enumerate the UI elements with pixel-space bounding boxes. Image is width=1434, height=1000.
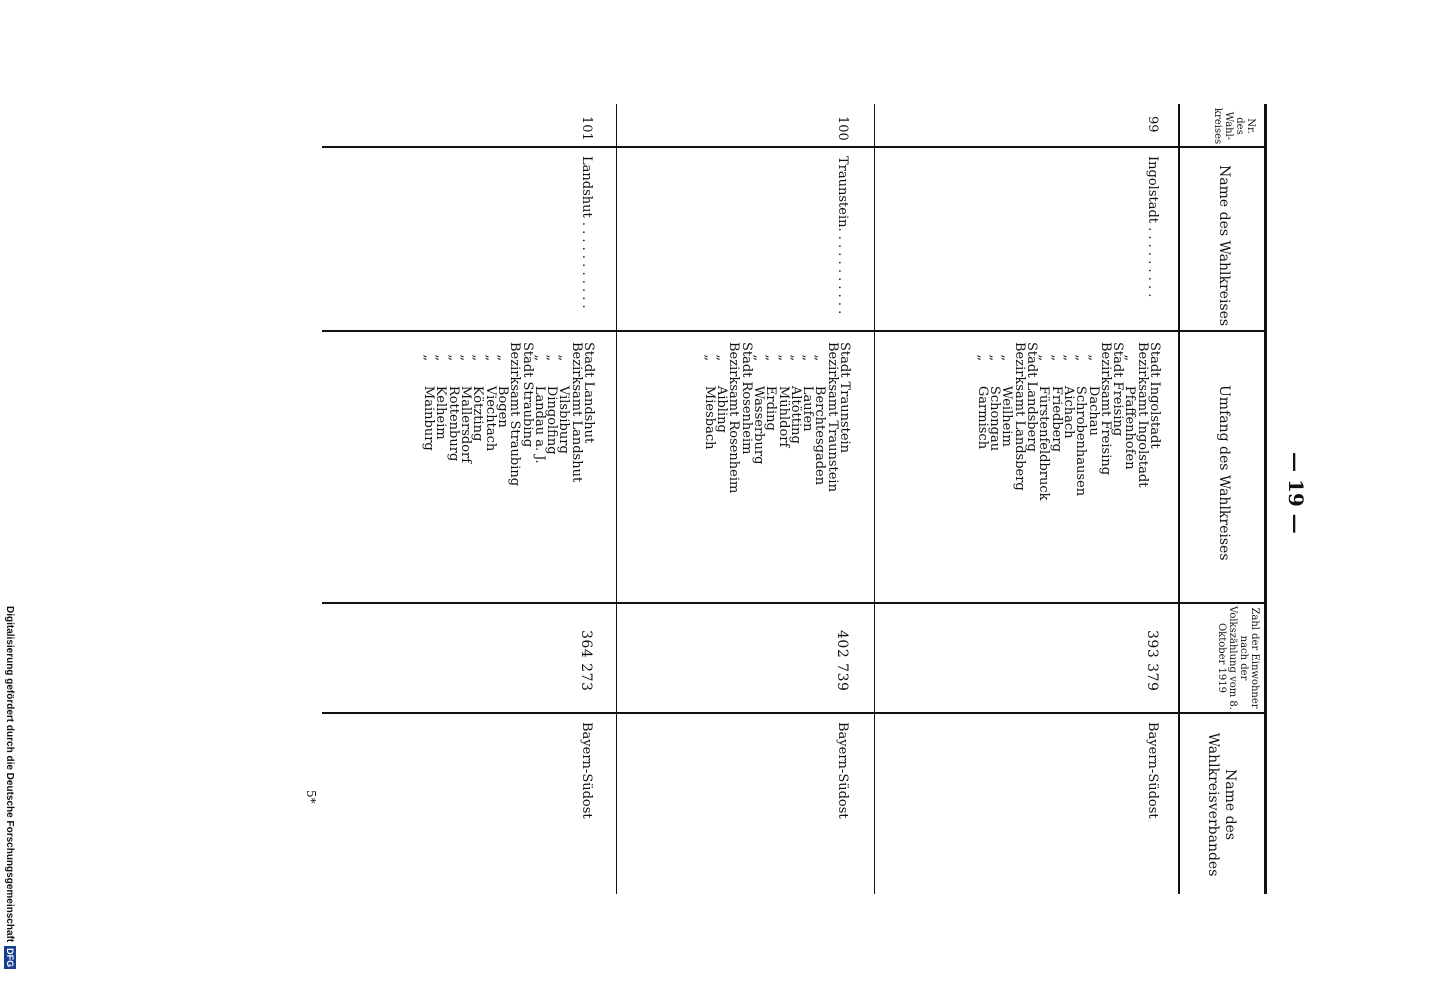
row-99-name: Ingolstadt . . . . . . . . . [1145,156,1160,298]
umfang-entry: Stadt Freising [1110,342,1126,437]
column-rule-einwohner [322,712,1266,714]
header-umfang: Umfang des Wahlkreises [1216,385,1232,561]
umfang-entry: „ Schrobenhausen [1073,342,1089,497]
umfang-entry: Bezirksamt Rosenheim [726,342,742,494]
umfang-entry: Bezirksamt Landshut [568,342,584,483]
row-divider-99-100 [874,104,875,894]
row-100-nr: 100 [835,116,850,141]
row-101-nr: 101 [579,116,594,141]
column-rule-name [322,330,1266,332]
row-101-umfang [422,342,594,486]
umfang-entry: Bezirksamt Ingolstadt [1134,342,1150,488]
umfang-entry: Bezirksamt Landsberg [1011,342,1027,491]
umfang-entry: Stadt Traunstein [837,342,852,454]
umfang-entry: Stadt Straubing [519,342,535,448]
umfang-entry: „ Pfaffenhofen [1122,342,1138,470]
umfang-entry: „ Wasserburg [750,342,766,465]
umfang-entry: Stadt Ingolstadt [1147,342,1162,449]
row-100-verband: Bayern-Südost [835,722,850,819]
umfang-entry: „ Dachau [1085,342,1101,436]
umfang-entry: „ Dingolfing [544,342,560,455]
row-101-verband: Bayern-Südost [579,722,594,819]
umfang-entry: „ Erding [763,342,779,431]
row-100-einwohner: 402 739 [834,630,850,692]
umfang-entry: Bezirksamt Traunstein [824,342,840,492]
umfang-entry: „ Rottenburg [445,342,461,462]
header-rule [1178,104,1180,894]
umfang-entry: Bezirksamt Straubing [507,342,523,487]
umfang-entry: „ Landau a. J. [531,342,547,464]
column-rule-nr [322,146,1266,148]
header-verband: Name des Wahlkreisverbandes [1205,732,1238,877]
column-rule-umfang [322,602,1266,604]
row-101-name: Landshut . . . . . . . . . . . [579,156,594,309]
row-99-einwohner: 393 379 [1144,630,1160,692]
umfang-entry: „ Kötzting [470,342,486,442]
row-101-einwohner: 364 273 [578,630,594,692]
header-einwohner: Zahl der Einwohner nach der Volkszählung vom 8. Oktober 1919 [1216,606,1260,710]
umfang-entry: „ Berchtesgaden [812,342,828,486]
umfang-entry: „ Aichach [1060,342,1076,439]
umfang-entry: „ Mainburg [421,342,437,451]
header-name: Name des Wahlkreises [1216,165,1232,327]
footer-text: Digitalisierung gefördert durch die Deutsche Forschungsgemeinschaft [4,606,15,943]
umfang-entry: Bezirksamt Freising [1097,342,1113,476]
header-nr: Nr. des Wahl- kreises [1212,108,1256,145]
umfang-entry: „ Friedberg [1048,342,1064,452]
umfang-entry: Stadt Rosenheim [738,342,754,455]
signature-mark: 5* [304,790,318,804]
dfg-logo: DFG [5,948,15,968]
umfang-entry: „ Fürstenfeldbruck [1036,342,1052,501]
digitization-footer [4,606,16,969]
umfang-entry: „ Mühldorf [775,342,791,448]
umfang-entry: „ Laufen [800,342,816,432]
umfang-entry: „ Miesbach [701,342,717,450]
row-99-umfang [976,342,1160,501]
umfang-entry: „ Altötting [787,342,803,444]
umfang-entry: „ Schongau [987,342,1003,452]
row-99-verband: Bayern-Südost [1145,722,1160,819]
page-number: — 19 — [1284,452,1308,534]
umfang-entry: „ Mallersdorf [458,342,474,464]
umfang-entry: „ Vilsbiburg [556,342,572,454]
table-top-rule [1264,104,1267,894]
row-99-nr: 99 [1145,116,1160,133]
umfang-entry: „ Kelheim [433,342,449,440]
row-100-umfang [702,342,850,493]
umfang-entry: Stadt Landshut [581,342,596,444]
umfang-entry: „ Weilheim [999,342,1015,447]
row-100-name: Traunstein. . . . . . . . . . . [835,156,850,315]
umfang-entry: Stadt Landsberg [1024,342,1040,452]
umfang-entry: „ Viechtach [482,342,498,452]
umfang-entry: „ Bogen [494,342,510,428]
umfang-entry: „ Garmisch [974,342,990,450]
umfang-entry: „ Aibling [714,342,730,433]
row-divider-100-101 [616,104,617,894]
